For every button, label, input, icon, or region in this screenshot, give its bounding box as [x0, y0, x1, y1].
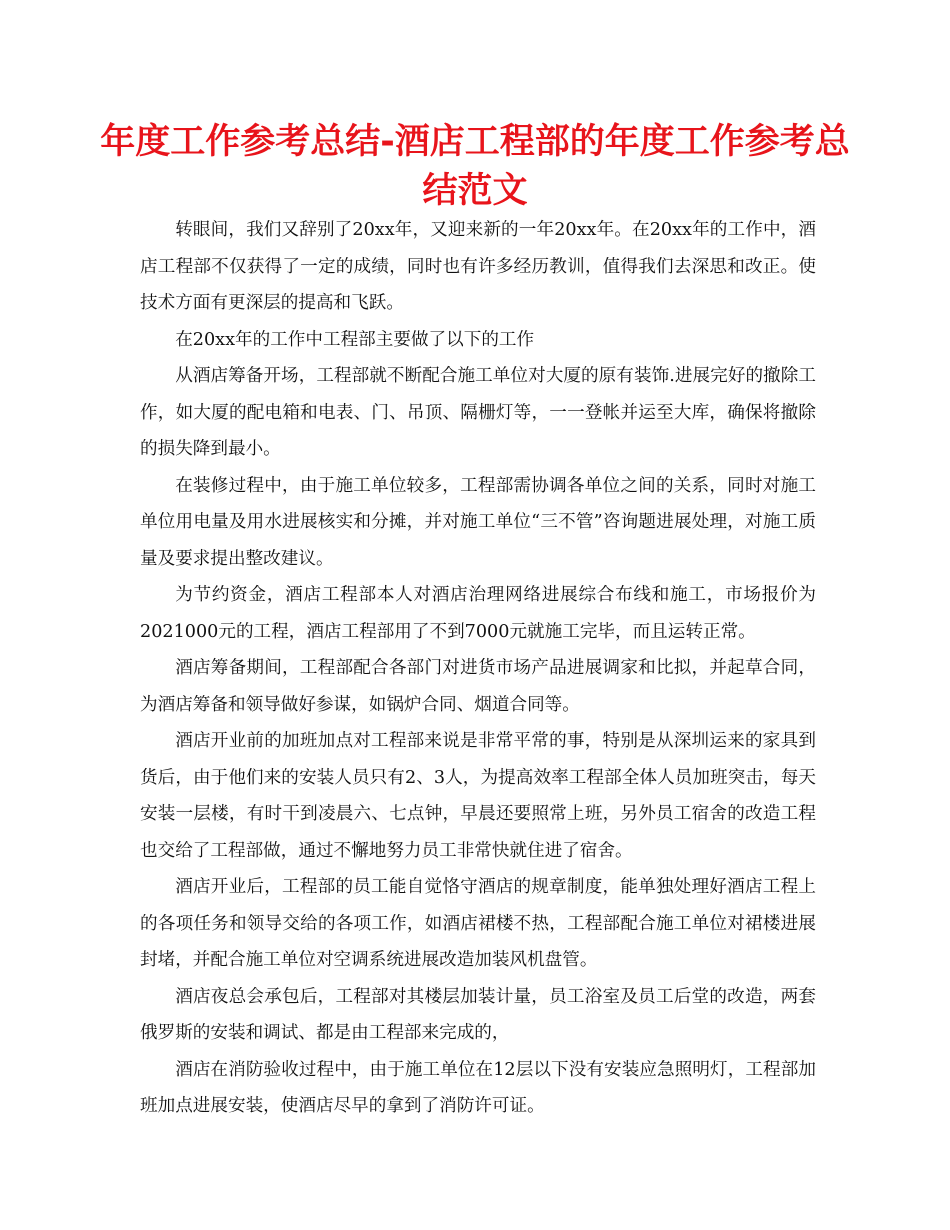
paragraph-4: 在装修过程中，由于施工单位较多，工程部需协调各单位之间的关系，同时对施工单位用电量及用水进展核实和分摊，并对施工单位“三不管”咨询题进展处理，对施工质量及要求提出整改建议。 — [140, 475, 816, 569]
paragraph-1: 转眼间，我们又辞别了20xx年，又迎来新的一年20xx年。在20xx年的工作中，酒店工程部不仅获得了一定的成绩，同时也有许多经历教训，值得我们去深思和改正。使技术方面有更深层的提高和飞跃。 — [140, 220, 816, 313]
paragraph-3: 从酒店筹备开场，工程部就不断配合施工单位对大厦的原有装饰.进展完好的撤除工作，如大厦的配电箱和电表、门、吊顶、隔栅灯等，一一登帐并运至大库，确保将撤除的损失降到最小。 — [140, 366, 816, 459]
paragraph-2: 在20xx年的工作中工程部主要做了以下的工作 — [175, 329, 535, 350]
paragraph-9: 酒店夜总会承包后，工程部对其楼层加装计量，员工浴室及员工后堂的改造，两套俄罗斯的安装和调试、都是由工程部来完成的， — [140, 986, 816, 1043]
paragraph-10: 酒店在消防验收过程中，由于施工单位在12层以下没有安装应急照明灯，工程部加班加点进展安装，使酒店尽早的拿到了消防许可证。 — [140, 1059, 816, 1116]
paragraph-8: 酒店开业后，工程部的员工能自觉恪守酒店的规章制度，能单独处理好酒店工程上的各项任务和领导交给的各项工作，如酒店裙楼不热，工程部配合施工单位对裙楼进展封堵，并配合施工单位对空调系统进展改造加装风机盘管。 — [140, 877, 816, 970]
document-title: 年度工作参考总结-酒店工程部的年度工作参考总结范文 — [100, 122, 850, 211]
paragraph-6: 酒店筹备期间，工程部配合各部门对进货市场产品进展调家和比拟，并起草合同，为酒店筹备和领导做好参谋，如锅炉合同、烟道合同等。 — [140, 658, 816, 715]
paragraph-5: 为节约资金，酒店工程部本人对酒店治理网络进展综合布线和施工，市场报价为2021000元的工程，酒店工程部用了不到7000元就施工完毕，而且运转正常。 — [140, 585, 816, 642]
document-body — [140, 212, 816, 1125]
paragraph-7: 酒店开业前的加班加点对工程部来说是非常平常的事，特别是从深圳运来的家具到货后，由于他们来的安装人员只有2、3人，为提高效率工程部全体人员加班突击，每天安装一层楼，有时干到凌晨六、七点钟，早晨还要照常上班，另外员工宿舍的改造工程也交给了工程部做，通过不懈地努力员工非常快就住进了宿舍。 — [140, 731, 816, 861]
